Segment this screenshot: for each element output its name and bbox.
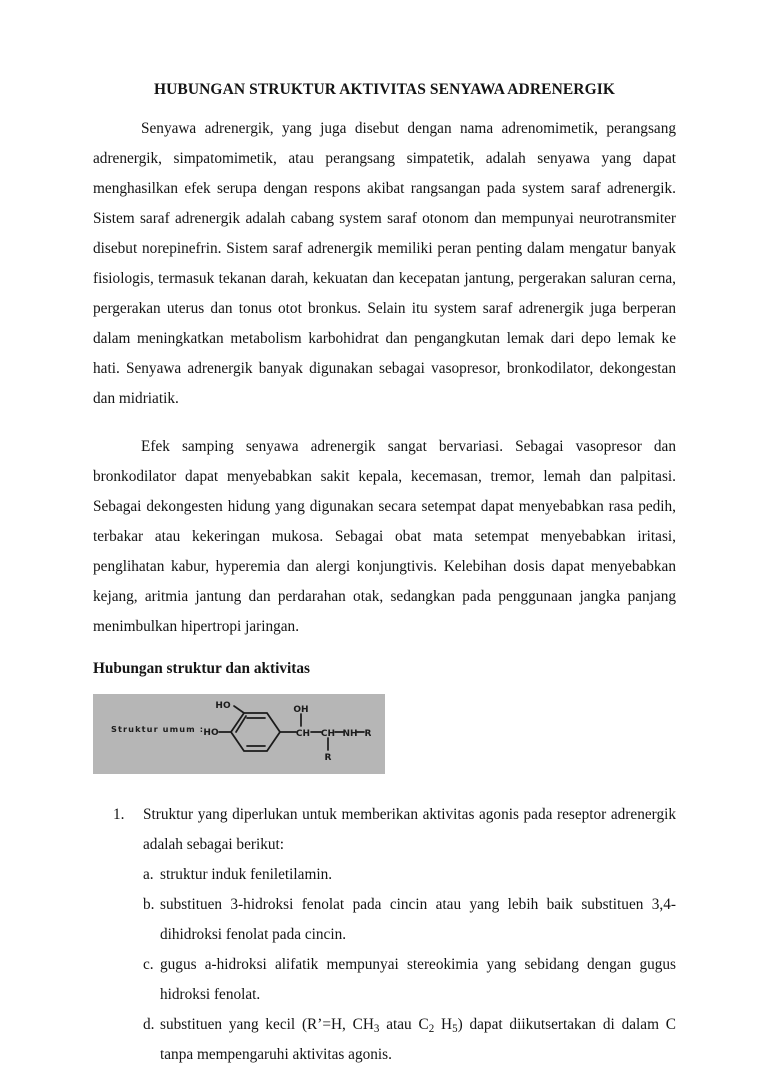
list-marker: b.: [143, 896, 155, 913]
svg-text:HO: HO: [203, 728, 219, 738]
list-item-row: [93, 800, 676, 860]
list-marker: c.: [143, 956, 154, 973]
svg-text:HO: HO: [215, 701, 231, 711]
requirements-list: [93, 800, 676, 1070]
adrenergic-general-structure-diagram: [201, 700, 371, 768]
svg-text:R: R: [364, 729, 371, 739]
list-item-row: [93, 890, 676, 950]
svg-text:OH: OH: [293, 705, 309, 715]
list-item-text: substituen yang kecil (R’=H, $CH_3$ atau $C_2$ $H_5$) dapat diikutsertakan di dalam C tanpa mempengaruhi aktivitas agonis.: [160, 1016, 676, 1063]
svg-text:CH: CH: [320, 729, 336, 739]
list-item-text: struktur induk feniletilamin.: [160, 866, 333, 883]
paragraph-1: Senyawa adrenergik, yang juga disebut dengan nama adrenomimetik, perangsang adrenergik, simpatomimetik, atau perangsang simpatetik, adalah senyawa yang dapat menghasilkan efek serupa dengan respons akibat rangsangan pada system saraf adrenergik. Sistem saraf adrenergik adalah cabang system saraf otonom dan mempunyai neurotransmiter disebut norepinefrin. Sistem saraf adrenergik memiliki peran penting dalam mengatur banyak fisiologis, termasuk tekanan darah, kekuatan dan kecepatan jantung, pergerakan saluran cerna, pergerakan uterus dan tonus otot bronkus. Selain itu system saraf adrenergik juga berperan dalam meningkatkan metabolism karbohidrat dan pengangkutan lemak dari depo lemak ke hati. Senyawa adrenergik banyak digunakan sebagai vasopresor, bronkodilator, dekongestan dan midriatik.: [93, 120, 676, 407]
list-item-row: [93, 1010, 676, 1070]
chemical-structure-figure: [93, 694, 385, 774]
list-marker: a.: [143, 866, 154, 883]
paragraph-2: Efek samping senyawa adrenergik sangat bervariasi. Sebagai vasopresor dan bronkodilator dapat menyebabkan sakit kepala, kecemasan, tremor, lemah dan palpitasi. Sebagai dekongesten hidung yang digunakan secara setempat dapat menyebabkan rasa pedih, terbakar atau kekeringan mukosa. Sebagai obat mata setempat menyebabkan iritasi, penglihatan kabur, hyperemia dan alergi konjungtivis. Kelebihan dosis dapat menyebabkan kejang, aritmia jantung dan perdarahan otak, sedangkan pada penggunaan jangka panjang menimbulkan hipertropi jaringan.: [93, 438, 676, 635]
list-item-text: Struktur yang diperlukan untuk memberikan aktivitas agonis pada reseptor adrenergik adalah sebagai berikut:: [143, 806, 676, 853]
list-item-text: substituen 3-hidroksi fenolat pada cincin atau yang lebih baik substituen 3,4-dihidroksi fenolat pada cincin.: [160, 896, 676, 943]
list-item: [93, 800, 676, 1070]
svg-text:CH: CH: [295, 729, 311, 739]
list-marker: d.: [143, 1016, 155, 1033]
list-item-row: [93, 950, 676, 1010]
list-item-text: gugus a-hidroksi alifatik mempunyai stereokimia yang sebidang dengan gugus hidroksi fenolat.: [160, 956, 676, 1003]
document-content: [93, 80, 676, 1070]
figure-label: Struktur umum :: [111, 724, 205, 734]
svg-text:R: R: [324, 753, 332, 763]
page-title: HUBUNGAN STRUKTUR AKTIVITAS SENYAWA ADRENERGIK: [153, 81, 616, 98]
section-heading-hubungan-struktur-dan-aktivitas: Hubungan struktur dan aktivitas: [93, 660, 310, 677]
list-marker: 1.: [113, 806, 125, 823]
svg-text:NH: NH: [342, 729, 358, 739]
list-item-row: [93, 860, 676, 890]
